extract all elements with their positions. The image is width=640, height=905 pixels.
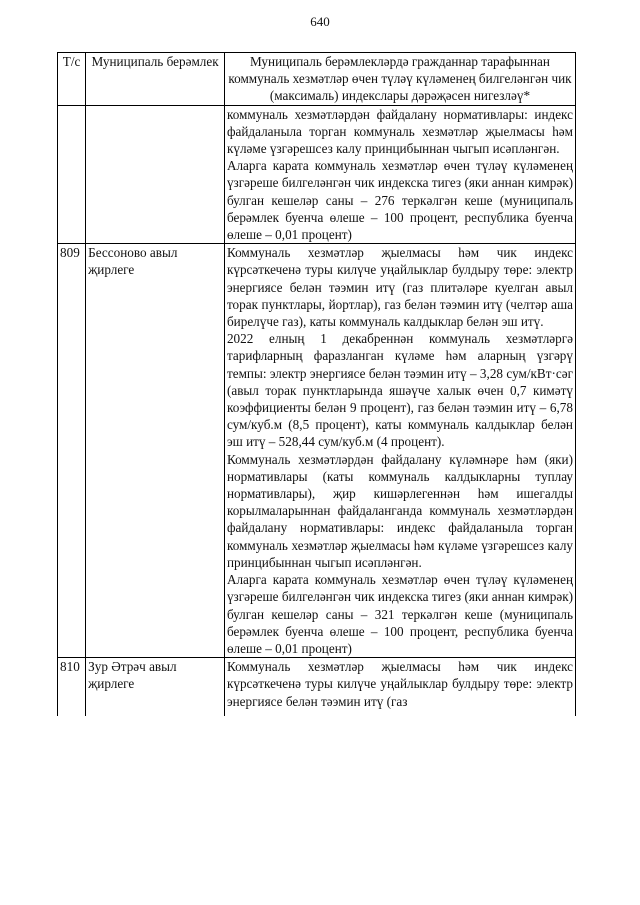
header-basis: Муниципаль берәмлекләрдә гражданнар тарафыннан коммуналь хезмәтләр өчен түләү күләменең билгеләнгән чик (максималь) индекслары дәрәҗәсен нигезләү* (224, 53, 575, 106)
row-basis (224, 244, 575, 658)
paragraph: 2022 елның 1 декабреннән коммуналь хезмәтләргә тарифларның фаразланган күләме һәм аларның үзгәрү темпы: электр энергиясе белән тәэмин итү – 3,28 сум/кВт·сәг (авыл торак пунктларында яшәүче халык өчен 0,7 кимәтү коэффициенты белән 9 процент), газ белән тәэмин итү – 6,78 сум/куб.м (8,5 процент), каты коммуналь калдыклар белән эш итү – 528,44 сум/куб.м (4 процент). (226, 331, 573, 450)
page-number: 640 (310, 14, 330, 29)
municipal-index-table (57, 52, 576, 716)
row-number: 810 (58, 658, 86, 717)
row-municipality (86, 105, 225, 244)
row-basis (224, 658, 575, 717)
row-basis (224, 105, 575, 244)
table-row (58, 105, 576, 244)
table-row (58, 244, 576, 658)
row-municipality: Зур Әтрәч авыл җирлеге (86, 658, 225, 717)
paragraph: Коммуналь хезмәтләр җыелмасы һәм чик индекс күрсәткеченә туры килүче уңайлыклар булдыру төре: электр энергиясе белән тәэмин итү (газ (226, 659, 573, 709)
paragraph: Коммуналь хезмәтләр җыелмасы һәм чик индекс күрсәткеченә туры килүче уңайлыклар булдыру төре: электр энергиясе белән тәэмин итү (газ плитәләре куелган авыл торак пунктлары, йортлар), газ белән тәэмин итү (челтәр аша бирелүче газ), каты коммуналь калдыклар белән эш итү. (226, 245, 573, 330)
row-number (58, 105, 86, 244)
paragraph: Аларга карата коммуналь хезмәтләр өчен түләү күләменең үзгәреше билгеләнгән чик индекска тигез (яки аннан кимрәк) булган кешеләр саны – 276 теркәлгән кеше (муниципаль берәмлек буенча өлеше – 100 процент, республика буенча өлеше – 0,01 процент) (226, 158, 573, 243)
paragraph: Коммуналь хезмәтләрдән файдалану күләмнәре һәм (яки) нормативлары (каты коммуналь калдыкларны туплау нормативлары), җир кишәрлегеннән һәм ишегалды корылмаларыннан файдаланганда коммуналь хезмәтләрдән файдалану нормативлары: индекс файдаланыла торган коммуналь хезмәтләр җыелмасы һәм күләме үзгәрешсез калу принцибыннан чыгып исәпләнгән. (226, 451, 573, 570)
row-municipality: Бессоново авыл җирлеге (86, 244, 225, 658)
table-header-row (58, 53, 576, 106)
header-municipality: Муниципаль берәмлек (86, 53, 225, 106)
paragraph: коммуналь хезмәтләрдән файдалану нормативлары: индекс файдаланыла торган коммуналь хезмәтләр җыелмасы һәм күләме үзгәрешсез калу принцибыннан чыгып исәпләнгән. (226, 106, 573, 157)
table-row (58, 658, 576, 717)
row-number: 809 (58, 244, 86, 658)
header-number: Т/с (58, 53, 86, 106)
paragraph: Аларга карата коммуналь хезмәтләр өчен түләү күләменең үзгәреше билгеләнгән чик индекска тигез (яки аннан кимрәк) булган кешеләр саны – 321 теркәлгән кеше (муниципаль берәмлек буенча өлеше – 100 процент, республика буенча өлеше – 0,01 процент) (226, 572, 573, 656)
